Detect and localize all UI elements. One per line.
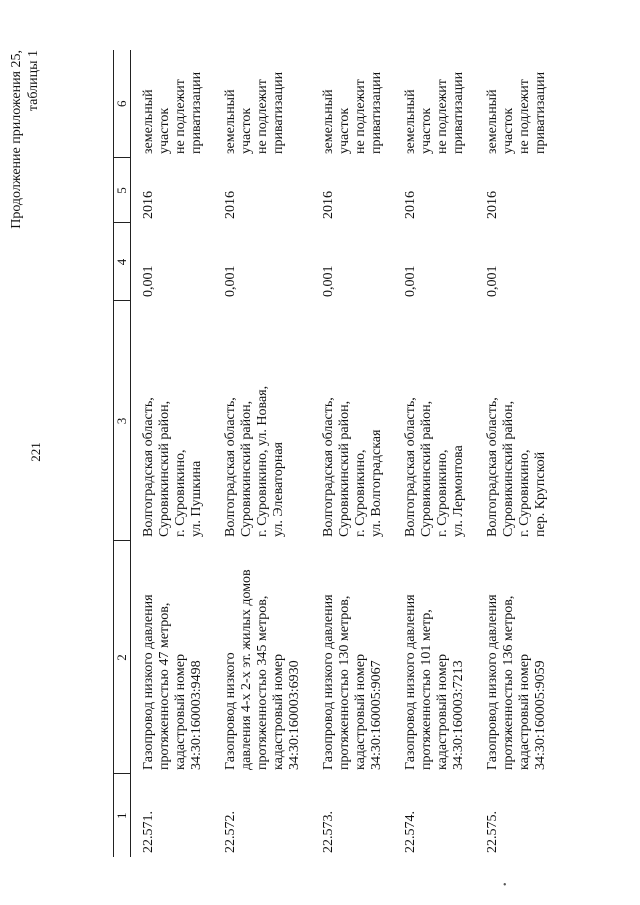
note-line: земельный участок <box>141 89 172 154</box>
header-col-6: 6 <box>114 50 131 158</box>
address-line: г. Суровикино, <box>173 449 188 537</box>
object-name-line: протяженностью 136 метров, <box>501 595 516 770</box>
address-line: пер. Крупской <box>533 451 548 537</box>
note-line: приватизации <box>271 71 286 154</box>
address-line: г. Суровикино, <box>517 449 532 537</box>
object-address <box>475 301 557 541</box>
note-line: не подлежит <box>517 79 532 154</box>
object-year: 2016 <box>321 191 336 219</box>
object-note <box>393 50 475 158</box>
note-line: не подлежит <box>435 79 450 154</box>
object-note <box>131 50 214 158</box>
object-name-line: Газопровод низкого давления <box>403 594 418 770</box>
object-name-line: Газопровод низкого давления <box>141 594 156 770</box>
page-number: 221 <box>28 442 43 462</box>
note-line: приватизации <box>451 71 466 154</box>
object-name <box>393 541 475 774</box>
note-line: приватизации <box>189 71 204 154</box>
object-address <box>131 301 214 541</box>
header-col-5: 5 <box>114 158 131 223</box>
object-year: 2016 <box>485 191 500 219</box>
address-line: г. Суровикино, <box>435 449 450 537</box>
object-area: 0,001 <box>485 265 500 297</box>
object-name <box>475 541 557 774</box>
header-row <box>114 50 131 857</box>
address-line: Суровикинский район, <box>501 400 516 537</box>
address-line: Суровикинский район, <box>239 400 254 537</box>
address-line: ул. Пушкина <box>189 460 204 537</box>
row-number: 22.575. <box>485 811 500 853</box>
object-year: 2016 <box>223 191 238 219</box>
object-name-line: протяженностью 101 метр, <box>419 609 434 770</box>
header-col-3: 3 <box>114 301 131 541</box>
note-line: не подлежит <box>173 79 188 154</box>
object-name <box>131 541 214 774</box>
object-year: 2016 <box>403 191 418 219</box>
object-name-line: протяженностью 130 метров, <box>337 595 352 770</box>
note-line: земельный участок <box>403 89 434 154</box>
row-number: 22.571. <box>141 811 156 853</box>
object-name-line: 34:30:160003:6930 <box>287 660 302 770</box>
object-name-line: кадастровый номер <box>517 654 532 770</box>
address-line: Волгоградская область, <box>403 397 418 537</box>
object-address <box>213 301 311 541</box>
header-col-2: 2 <box>114 541 131 774</box>
object-area: 0,001 <box>223 265 238 297</box>
object-address <box>393 301 475 541</box>
object-area: 0,001 <box>141 265 156 297</box>
note-line: приватизации <box>533 71 548 154</box>
table-row <box>311 50 393 857</box>
caption-line-1: Продолжение приложения 25, <box>9 50 24 229</box>
object-name-line: Газопровод низкого давления <box>321 594 336 770</box>
row-number: 22.572. <box>223 811 238 853</box>
address-line: Волгоградская область, <box>485 397 500 537</box>
note-line: не подлежит <box>353 79 368 154</box>
address-line: ул. Элеваторная <box>271 442 286 537</box>
note-line: приватизации <box>369 71 384 154</box>
address-line: Суровикинский район, <box>157 400 172 537</box>
caption-line-2: таблицы 1 <box>26 50 41 112</box>
table-row <box>393 50 475 857</box>
object-name-line: кадастровый номер <box>353 654 368 770</box>
address-line: ул. Волгоградская <box>369 429 384 537</box>
table-row <box>475 50 557 857</box>
object-name-line: 34:30:160005:9067 <box>369 660 384 770</box>
row-number: 22.574. <box>403 811 418 853</box>
object-name-line: протяженностью 47 метров, <box>157 602 172 770</box>
object-area: 0,001 <box>403 265 418 297</box>
address-line: Волгоградская область, <box>223 397 238 537</box>
object-area: 0,001 <box>321 265 336 297</box>
object-note <box>311 50 393 158</box>
note-line: земельный участок <box>223 89 254 154</box>
property-table <box>113 50 557 857</box>
object-year: 2016 <box>141 191 156 219</box>
object-name-line: давления 4-х 2-х эт. жилых домов <box>239 569 254 770</box>
address-line: Суровикинский район, <box>419 400 434 537</box>
table-row <box>213 50 311 857</box>
table-row <box>131 50 214 857</box>
row-number: 22.573. <box>321 811 336 853</box>
object-name-line: протяженностью 345 метров, <box>255 595 270 770</box>
object-name <box>213 541 311 774</box>
object-address <box>311 301 393 541</box>
scan-mark: • <box>503 880 507 891</box>
object-name-line: кадастровый номер <box>173 654 188 770</box>
note-line: земельный участок <box>321 89 352 154</box>
object-name-line: Газопровод низкого <box>223 652 238 770</box>
table-body <box>131 50 558 857</box>
object-note <box>475 50 557 158</box>
object-name-line: 34:30:160003:7213 <box>451 660 466 770</box>
object-name-line: кадастровый номер <box>435 654 450 770</box>
address-line: Волгоградская область, <box>141 397 156 537</box>
address-line: Суровикинский район, <box>337 400 352 537</box>
object-name-line: 34:30:160005:9059 <box>533 660 548 770</box>
address-line: г. Суровикино, <box>353 449 368 537</box>
header-col-1: 1 <box>114 774 131 857</box>
object-name-line: Газопровод низкого давления <box>485 594 500 770</box>
object-name <box>311 541 393 774</box>
note-line: земельный участок <box>485 89 516 154</box>
object-name-line: 34:30:160003:9498 <box>189 660 204 770</box>
address-line: ул. Лермонтова <box>451 445 466 537</box>
note-line: не подлежит <box>255 79 270 154</box>
table-caption <box>8 50 42 265</box>
address-line: г. Суровикино, ул. Новая, <box>255 385 270 537</box>
header-col-4: 4 <box>114 223 131 301</box>
object-name-line: кадастровый номер <box>271 654 286 770</box>
object-note <box>213 50 311 158</box>
address-line: Волгоградская область, <box>321 397 336 537</box>
